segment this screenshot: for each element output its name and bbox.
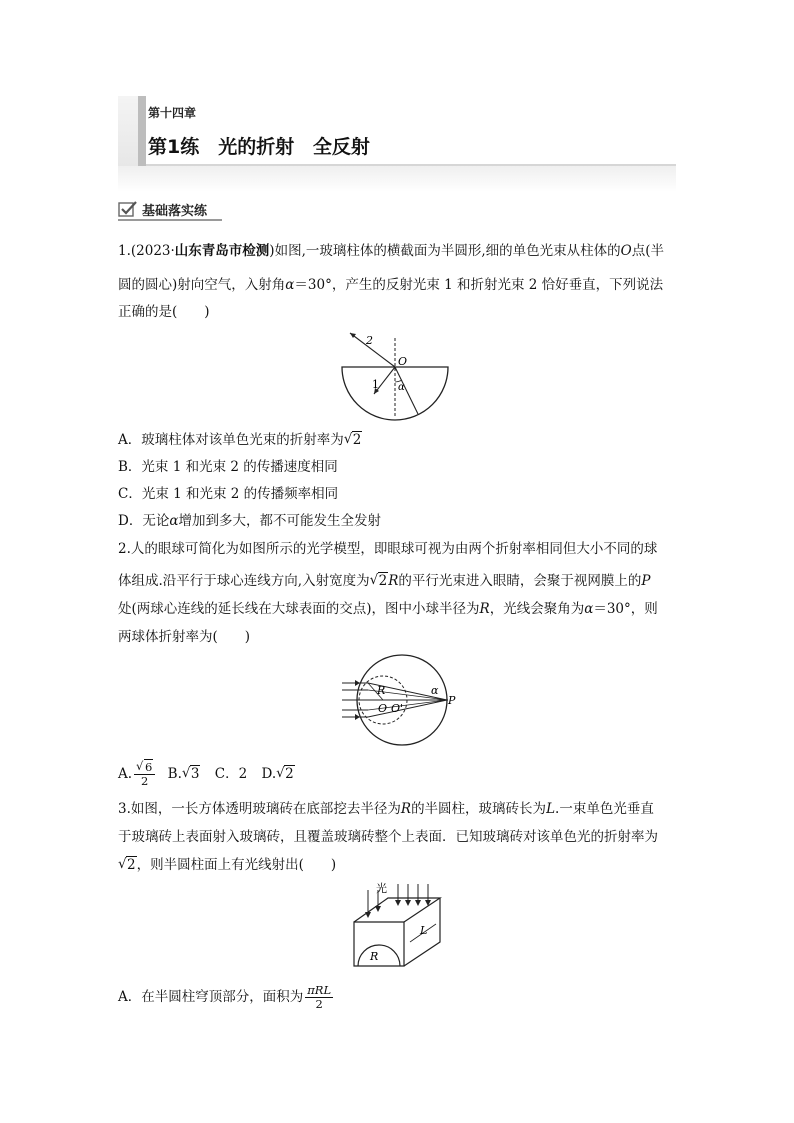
fig-label-o-prime: O': [391, 702, 404, 715]
q2-options: [118, 757, 295, 791]
fig-label-p: P: [448, 694, 456, 707]
q1-semicircle-figure: [336, 330, 454, 422]
fig-label-r: R: [377, 684, 386, 697]
q3-line-1: 3.如图，一长方体透明玻璃砖在底部挖去半径为R的半圆柱，玻璃砖长为L.一束单色光垂直: [118, 801, 654, 817]
q1-option-d[interactable]: D．无论α增加到多大，都不可能发生全发射: [118, 513, 381, 529]
q3-line-2: 于玻璃砖上表面射入玻璃砖，且覆盖玻璃砖整个上表面．已知玻璃砖对该单色光的折射率为: [118, 829, 658, 845]
chapter-label: 第十四章: [148, 106, 197, 120]
header-shadow: [118, 166, 676, 192]
fig-label-o: O: [398, 355, 408, 368]
q3-option-a[interactable]: A．在半圆柱穹顶部分，面积为 $\frac{\text{πRL}}{2}$: [118, 983, 332, 1011]
arrow-1: [365, 912, 371, 918]
q2-option-a[interactable]: A. √ $\frac{6}{2}$: [118, 766, 157, 782]
q1-option-b[interactable]: B．光束 1 和光束 2 的传播速度相同: [118, 459, 338, 475]
q1-option-a[interactable]: A．玻璃柱体对该单色光束的折射率为√ 2: [118, 430, 362, 450]
section-underline: [118, 219, 222, 221]
fig-label-2: 2: [366, 334, 373, 347]
q1-line-1: 1.(2023·山东青岛市检测)如图,一玻璃柱体的横截面为半圆形,细的单色光束从柱体的O点(半: [118, 243, 665, 259]
fig-label-alpha: α: [431, 684, 439, 697]
q2-eye-model-figure: [338, 652, 462, 748]
lesson-title: 第1练 光的折射 全反射: [148, 136, 370, 158]
chapter-header: [118, 96, 676, 192]
q3-line-3: √ 2，则半圆柱面上有光线射出( ): [118, 855, 336, 875]
fig-label-alpha: α: [398, 382, 405, 393]
fig-label-r: R: [370, 950, 379, 963]
q1-line-2: 圆的圆心)射向空气，入射角α＝30°，产生的反射光束 1 和折射光束 2 恰好垂直，下列说法: [118, 277, 664, 293]
section-label: 基础落实练: [142, 203, 208, 219]
q3-glass-brick-figure: [348, 880, 452, 972]
fig-label-1: 1: [372, 378, 379, 391]
q2-line-4: 两球体折射率为( ): [118, 629, 251, 645]
fig-label-light: 光: [376, 882, 387, 895]
arrow-3: [395, 900, 401, 906]
q2-line-1: 2.人的眼球可简化为如图所示的光学模型，即眼球可视为由两个折射率相同但大小不同的球: [118, 541, 658, 557]
q2-option-c[interactable]: C．2: [214, 766, 248, 782]
q2-option-b[interactable]: B.√ 3: [168, 766, 201, 782]
arrow-4: [405, 900, 411, 906]
q2-line-3: 处(两球心连线的延长线在大球表面的交点)，图中小球半径为R，光线会聚角为α＝30°，则: [118, 601, 658, 617]
brick-front-face: [354, 922, 404, 966]
section-tag: [118, 198, 207, 220]
q2-line-2: 体组成.沿平行于球心连线方向,入射宽度为√ 2R的平行光束进入眼睛，会聚于视网膜上的P: [118, 571, 650, 591]
q1-line-3: 正确的是( ): [118, 304, 210, 320]
q2-option-d[interactable]: D.√ 2: [262, 766, 295, 782]
fig-label-l: L: [420, 924, 428, 937]
arrow-5: [415, 900, 421, 906]
q1-option-c[interactable]: C．光束 1 和光束 2 的传播频率相同: [118, 486, 339, 502]
fig-label-o: O: [378, 702, 388, 715]
arrow-2: [375, 906, 381, 912]
checkbox-checked-icon: [118, 200, 138, 218]
half-cylinder-cutout: [358, 945, 400, 966]
header-accent-bar: [138, 96, 146, 166]
